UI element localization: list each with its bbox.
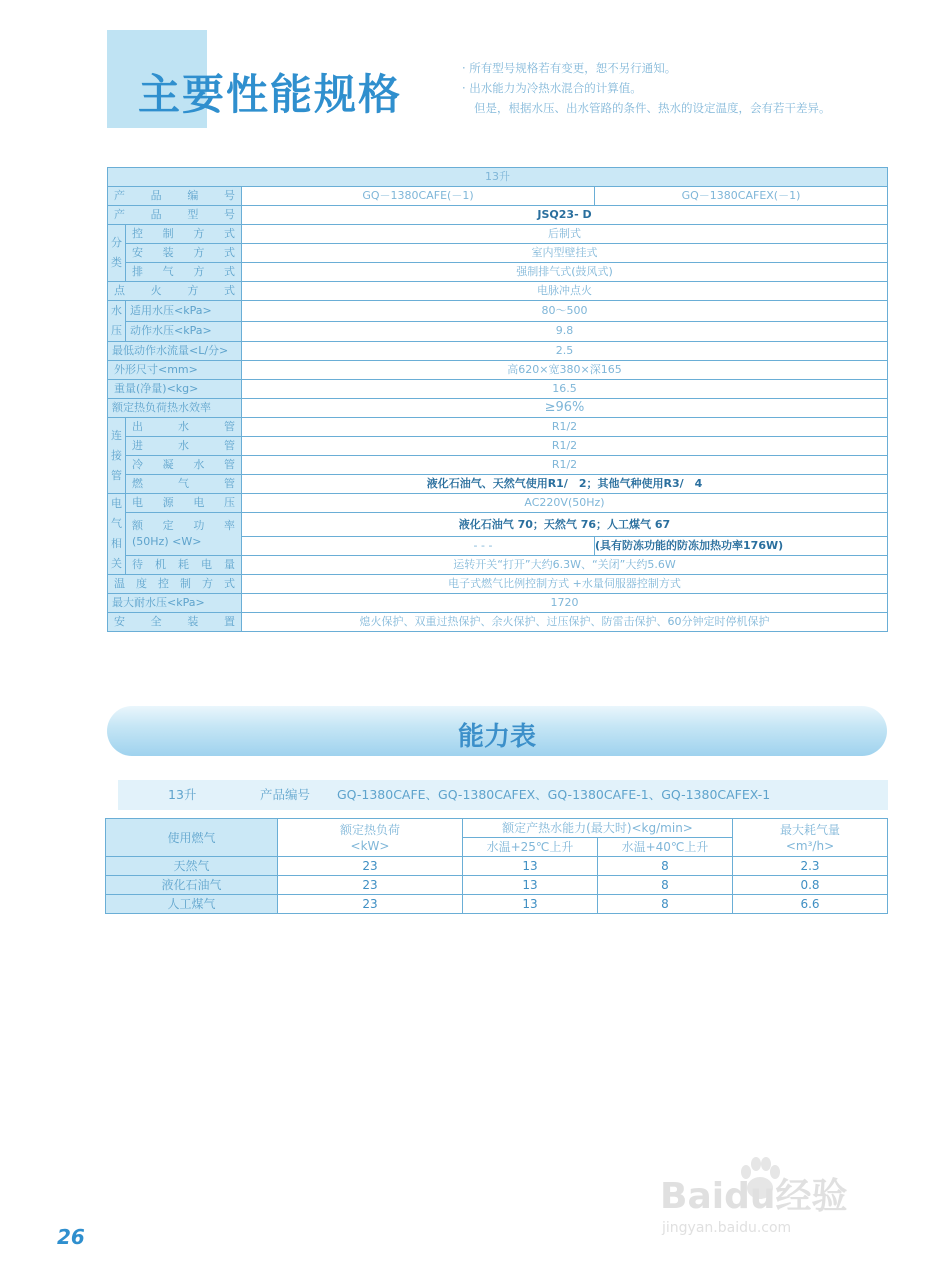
row-label: 温度控制方式 [108, 575, 242, 594]
table-row [108, 556, 888, 575]
row-label [126, 513, 242, 556]
column-header [278, 819, 463, 857]
table-cell: 8 [598, 895, 733, 914]
row-label: 外形尺寸<mm> [108, 361, 242, 380]
table-cell: 23 [278, 857, 463, 876]
watermark [660, 1150, 870, 1250]
column-header: 水温+40℃上升 [598, 838, 733, 857]
table-row [108, 437, 888, 456]
row-label: 适用水压<kPa> [126, 301, 242, 322]
row-label: 控制方式 [126, 225, 242, 244]
heat-unit: <kW> [350, 838, 390, 853]
row-value: ≥96% [242, 399, 888, 418]
row-value: 2.5 [242, 342, 888, 361]
capacity-subheader [118, 780, 888, 810]
table-row [108, 282, 888, 301]
table-row [108, 342, 888, 361]
table-cell: 8 [598, 857, 733, 876]
row-label: 动作水压<kPa> [126, 321, 242, 342]
table-row [108, 513, 888, 537]
product-codes: GQ-1380CAFE、GQ-1380CAFEX、GQ-1380CAFE-1、GQ-1380CAFEX-1 [337, 787, 771, 802]
gas-max-unit: <m³/h> [785, 838, 835, 853]
row-label: 排气方式 [126, 263, 242, 282]
gas-max-header: 最大耗气量 [779, 822, 840, 837]
table-cell: 8 [598, 876, 733, 895]
row-value: R1/2 [242, 437, 888, 456]
row-value: 16.5 [242, 380, 888, 399]
row-value: 强制排气式(鼓风式) [242, 263, 888, 282]
page-title: 主要性能规格 [138, 70, 403, 119]
table-row [108, 494, 888, 513]
row-value: R1/2 [242, 418, 888, 437]
row-value: 后制式 [242, 225, 888, 244]
watermark-url: jingyan.baidu.com [662, 1220, 792, 1236]
note-line: · 所有型号规格若有变更，恕不另行通知。 [462, 61, 677, 75]
capacity-header: 13升 [108, 168, 888, 187]
table-row [106, 895, 888, 914]
table-cell: 13 [463, 895, 598, 914]
row-value: 室内型壁挂式 [242, 244, 888, 263]
row-label: 额定热负荷热水效率 [108, 399, 242, 418]
row-value: GQ－1380CAFEX(－1) [595, 187, 888, 206]
table-row [106, 819, 888, 838]
row-label: 待机耗电量 [126, 556, 242, 575]
row-value: AC220V(50Hz) [242, 494, 888, 513]
row-value: 电子式燃气比例控制方式 +水量伺服器控制方式 [242, 575, 888, 594]
rated-power-sublabel: (50Hz) <W> [132, 535, 202, 548]
row-label: 燃气管 [126, 475, 242, 494]
row-value: 液化石油气、天然气使用R1/ 2；其他气种使用R3/ 4 [242, 475, 888, 494]
table-row [108, 301, 888, 322]
table-row [106, 857, 888, 876]
capacity-table [105, 818, 888, 914]
row-label: 冷凝水管 [126, 456, 242, 475]
section-banner [107, 706, 887, 756]
row-value: 运转开关“打开”大约6.3W、“关闭”大约5.6W [242, 556, 888, 575]
row-label: 最低动作水流量<L/分> [108, 342, 242, 361]
row-label: 产品型号 [108, 206, 242, 225]
row-label: 产品编号 [108, 187, 242, 206]
row-label: 出水管 [126, 418, 242, 437]
table-row [108, 361, 888, 380]
row-value: GQ－1380CAFE(－1) [242, 187, 595, 206]
table-row [108, 244, 888, 263]
group-label: 电气相关 [108, 494, 126, 575]
row-label: 进水管 [126, 437, 242, 456]
column-header: 使用燃气 [106, 819, 278, 857]
row-value: (具有防冻功能的防冻加热功率176W) [595, 537, 888, 556]
table-cell: 13 [463, 876, 598, 895]
table-cell: 6.6 [733, 895, 888, 914]
group-label: 连接管 [108, 418, 126, 494]
gas-cell: 人工煤气 [106, 895, 278, 914]
table-row [108, 613, 888, 632]
note-line: 但是，根据水压、出水管路的条件、热水的设定温度，会有若干差异。 [474, 101, 831, 115]
row-value: 9.8 [242, 321, 888, 342]
product-code-label: 产品编号 [260, 787, 311, 802]
table-cell: 23 [278, 895, 463, 914]
row-value: 液化石油气 70；天然气 76；人工煤气 67 [242, 513, 888, 537]
row-label: 重量(净量)<kg> [108, 380, 242, 399]
table-row [108, 187, 888, 206]
table-row [108, 594, 888, 613]
watermark-text: Baidu经验 [660, 1176, 848, 1217]
row-label: 电源电压 [126, 494, 242, 513]
section-title: 能力表 [457, 722, 536, 752]
table-cell: 23 [278, 876, 463, 895]
row-label: 安装方式 [126, 244, 242, 263]
column-header: 额定产热水能力(最大时)<kg/min> [463, 819, 733, 838]
column-header [733, 819, 888, 857]
spec-notes [462, 58, 831, 118]
row-value: - - - [242, 537, 595, 556]
page-number: 26 [57, 1225, 85, 1249]
row-label: 安全装置 [108, 613, 242, 632]
group-label: 水压 [108, 301, 126, 342]
gas-cell: 液化石油气 [106, 876, 278, 895]
row-value: JSQ23- D [242, 206, 888, 225]
table-row [108, 399, 888, 418]
row-value: 高620×宽380×深165 [242, 361, 888, 380]
table-row [106, 876, 888, 895]
table-cell: 2.3 [733, 857, 888, 876]
row-value: 80～500 [242, 301, 888, 322]
gas-cell: 天然气 [106, 857, 278, 876]
row-value: 1720 [242, 594, 888, 613]
row-label: 最大耐水压<kPa> [108, 594, 242, 613]
rated-power-label: 额定功率 [132, 519, 235, 532]
table-cell: 13 [463, 857, 598, 876]
table-row [108, 263, 888, 282]
table-cell: 0.8 [733, 876, 888, 895]
row-value: 熄火保护、双重过热保护、余火保护、过压保护、防雷击保护、60分钟定时停机保护 [242, 613, 888, 632]
row-label: 点火方式 [108, 282, 242, 301]
table-row [108, 380, 888, 399]
table-row [108, 475, 888, 494]
capacity-label: 13升 [168, 787, 197, 802]
row-value: 电脉冲点火 [242, 282, 888, 301]
table-row [108, 575, 888, 594]
heat-header: 额定热负荷 [339, 822, 400, 837]
table-row [108, 418, 888, 437]
note-line: · 出水能力为冷热水混合的计算值。 [462, 81, 642, 95]
group-label: 分类 [108, 225, 126, 282]
spec-table [107, 167, 888, 632]
table-row [108, 456, 888, 475]
table-row [108, 168, 888, 187]
table-row [108, 206, 888, 225]
table-row [108, 321, 888, 342]
column-header: 水温+25℃上升 [463, 838, 598, 857]
table-row [108, 225, 888, 244]
row-value: R1/2 [242, 456, 888, 475]
